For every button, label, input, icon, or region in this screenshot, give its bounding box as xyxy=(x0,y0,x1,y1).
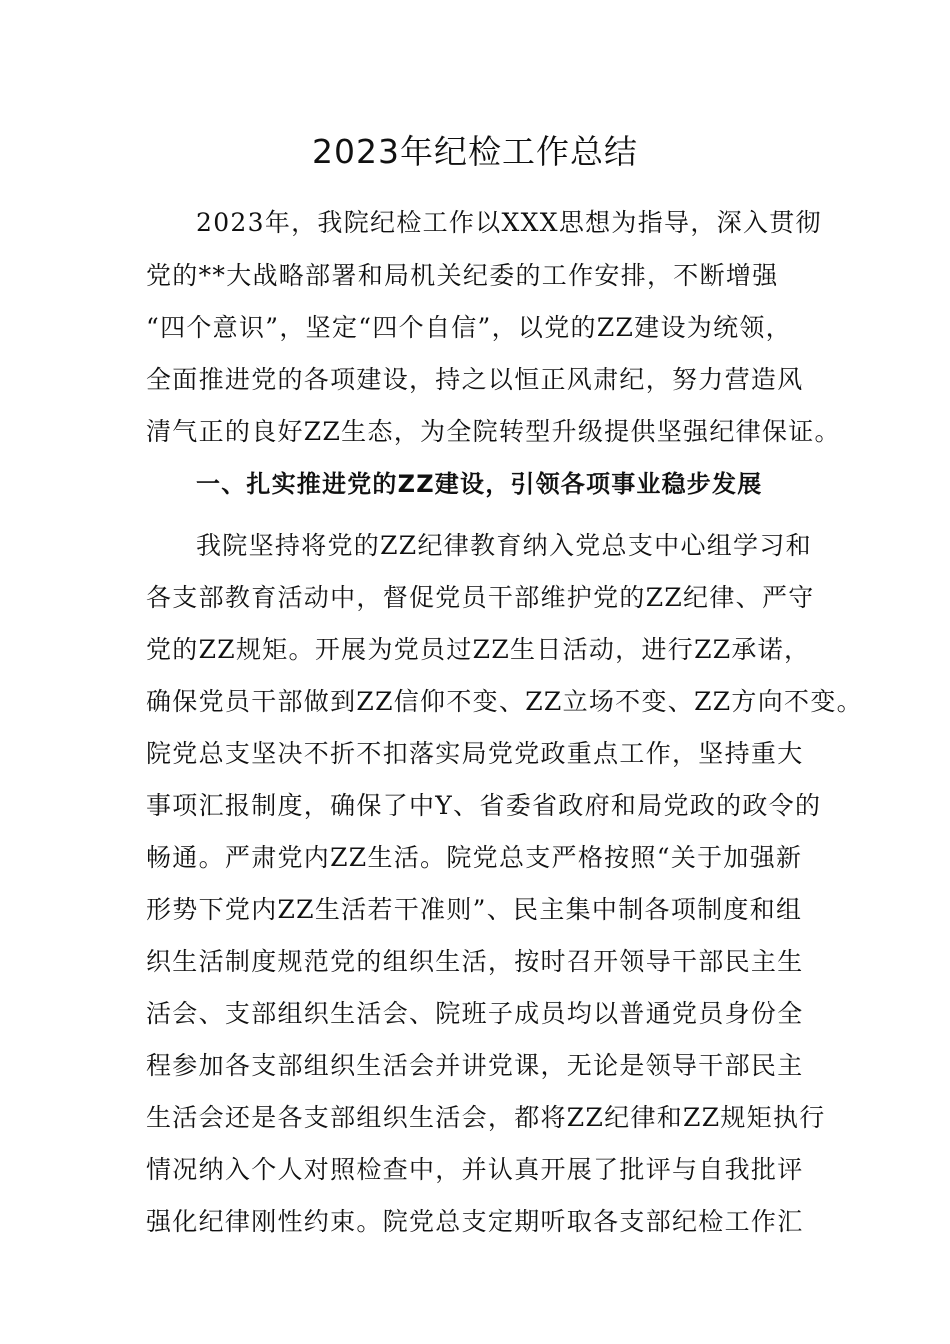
document-title: 2023年纪检工作总结 xyxy=(312,132,638,171)
body-line: 形势下党内ZZ生活若干准则”、民主集中制各项制度和组 xyxy=(146,895,803,924)
body-line: 各支部教育活动中，督促党员干部维护党的ZZ纪律、严守 xyxy=(146,583,815,612)
body-line: 畅通。严肃党内ZZ生活。院党总支严格按照“关于加强新 xyxy=(146,843,803,872)
body-line: 生活会还是各支部组织生活会，都将ZZ纪律和ZZ规矩执行 xyxy=(146,1103,826,1132)
section-heading: 一、扎实推进党的ZZ建设，引领各项事业稳步发展 xyxy=(196,470,763,498)
body-line: 事项汇报制度，确保了中Y、省委省政府和局党政的政令的 xyxy=(146,791,822,820)
body-line: 我院坚持将党的ZZ纪律教育纳入党总支中心组学习和 xyxy=(196,531,812,560)
intro-line: 党的**大战略部署和局机关纪委的工作安排，不断增强 xyxy=(146,261,779,290)
intro-line: 清气正的良好ZZ生态，为全院转型升级提供坚强纪律保证。 xyxy=(146,417,841,446)
intro-line: 全面推进党的各项建设，持之以恒正风肃纪，努力营造风 xyxy=(146,365,804,394)
body-line: 确保党员干部做到ZZ信仰不变、ZZ立场不变、ZZ方向不变。 xyxy=(146,687,863,716)
body-line: 党的ZZ规矩。开展为党员过ZZ生日活动，进行ZZ承诺， xyxy=(146,635,811,664)
body-line: 情况纳入个人对照检查中，并认真开展了批评与自我批评 xyxy=(146,1155,804,1184)
body-line: 织生活制度规范党的组织生活，按时召开领导干部民主生 xyxy=(146,947,804,976)
intro-line: “四个意识”，坚定“四个自信”，以党的ZZ建设为统领， xyxy=(146,313,792,342)
intro-line: 2023年，我院纪检工作以XXX思想为指导，深入贯彻 xyxy=(196,208,822,237)
body-line: 程参加各支部组织生活会并讲党课，无论是领导干部民主 xyxy=(146,1051,804,1080)
body-line: 强化纪律刚性约束。院党总支定期听取各支部纪检工作汇 xyxy=(146,1207,804,1236)
body-line: 活会、支部组织生活会、院班子成员均以普通党员身份全 xyxy=(146,999,804,1028)
body-line: 院党总支坚决不折不扣落实局党党政重点工作，坚持重大 xyxy=(146,739,804,768)
